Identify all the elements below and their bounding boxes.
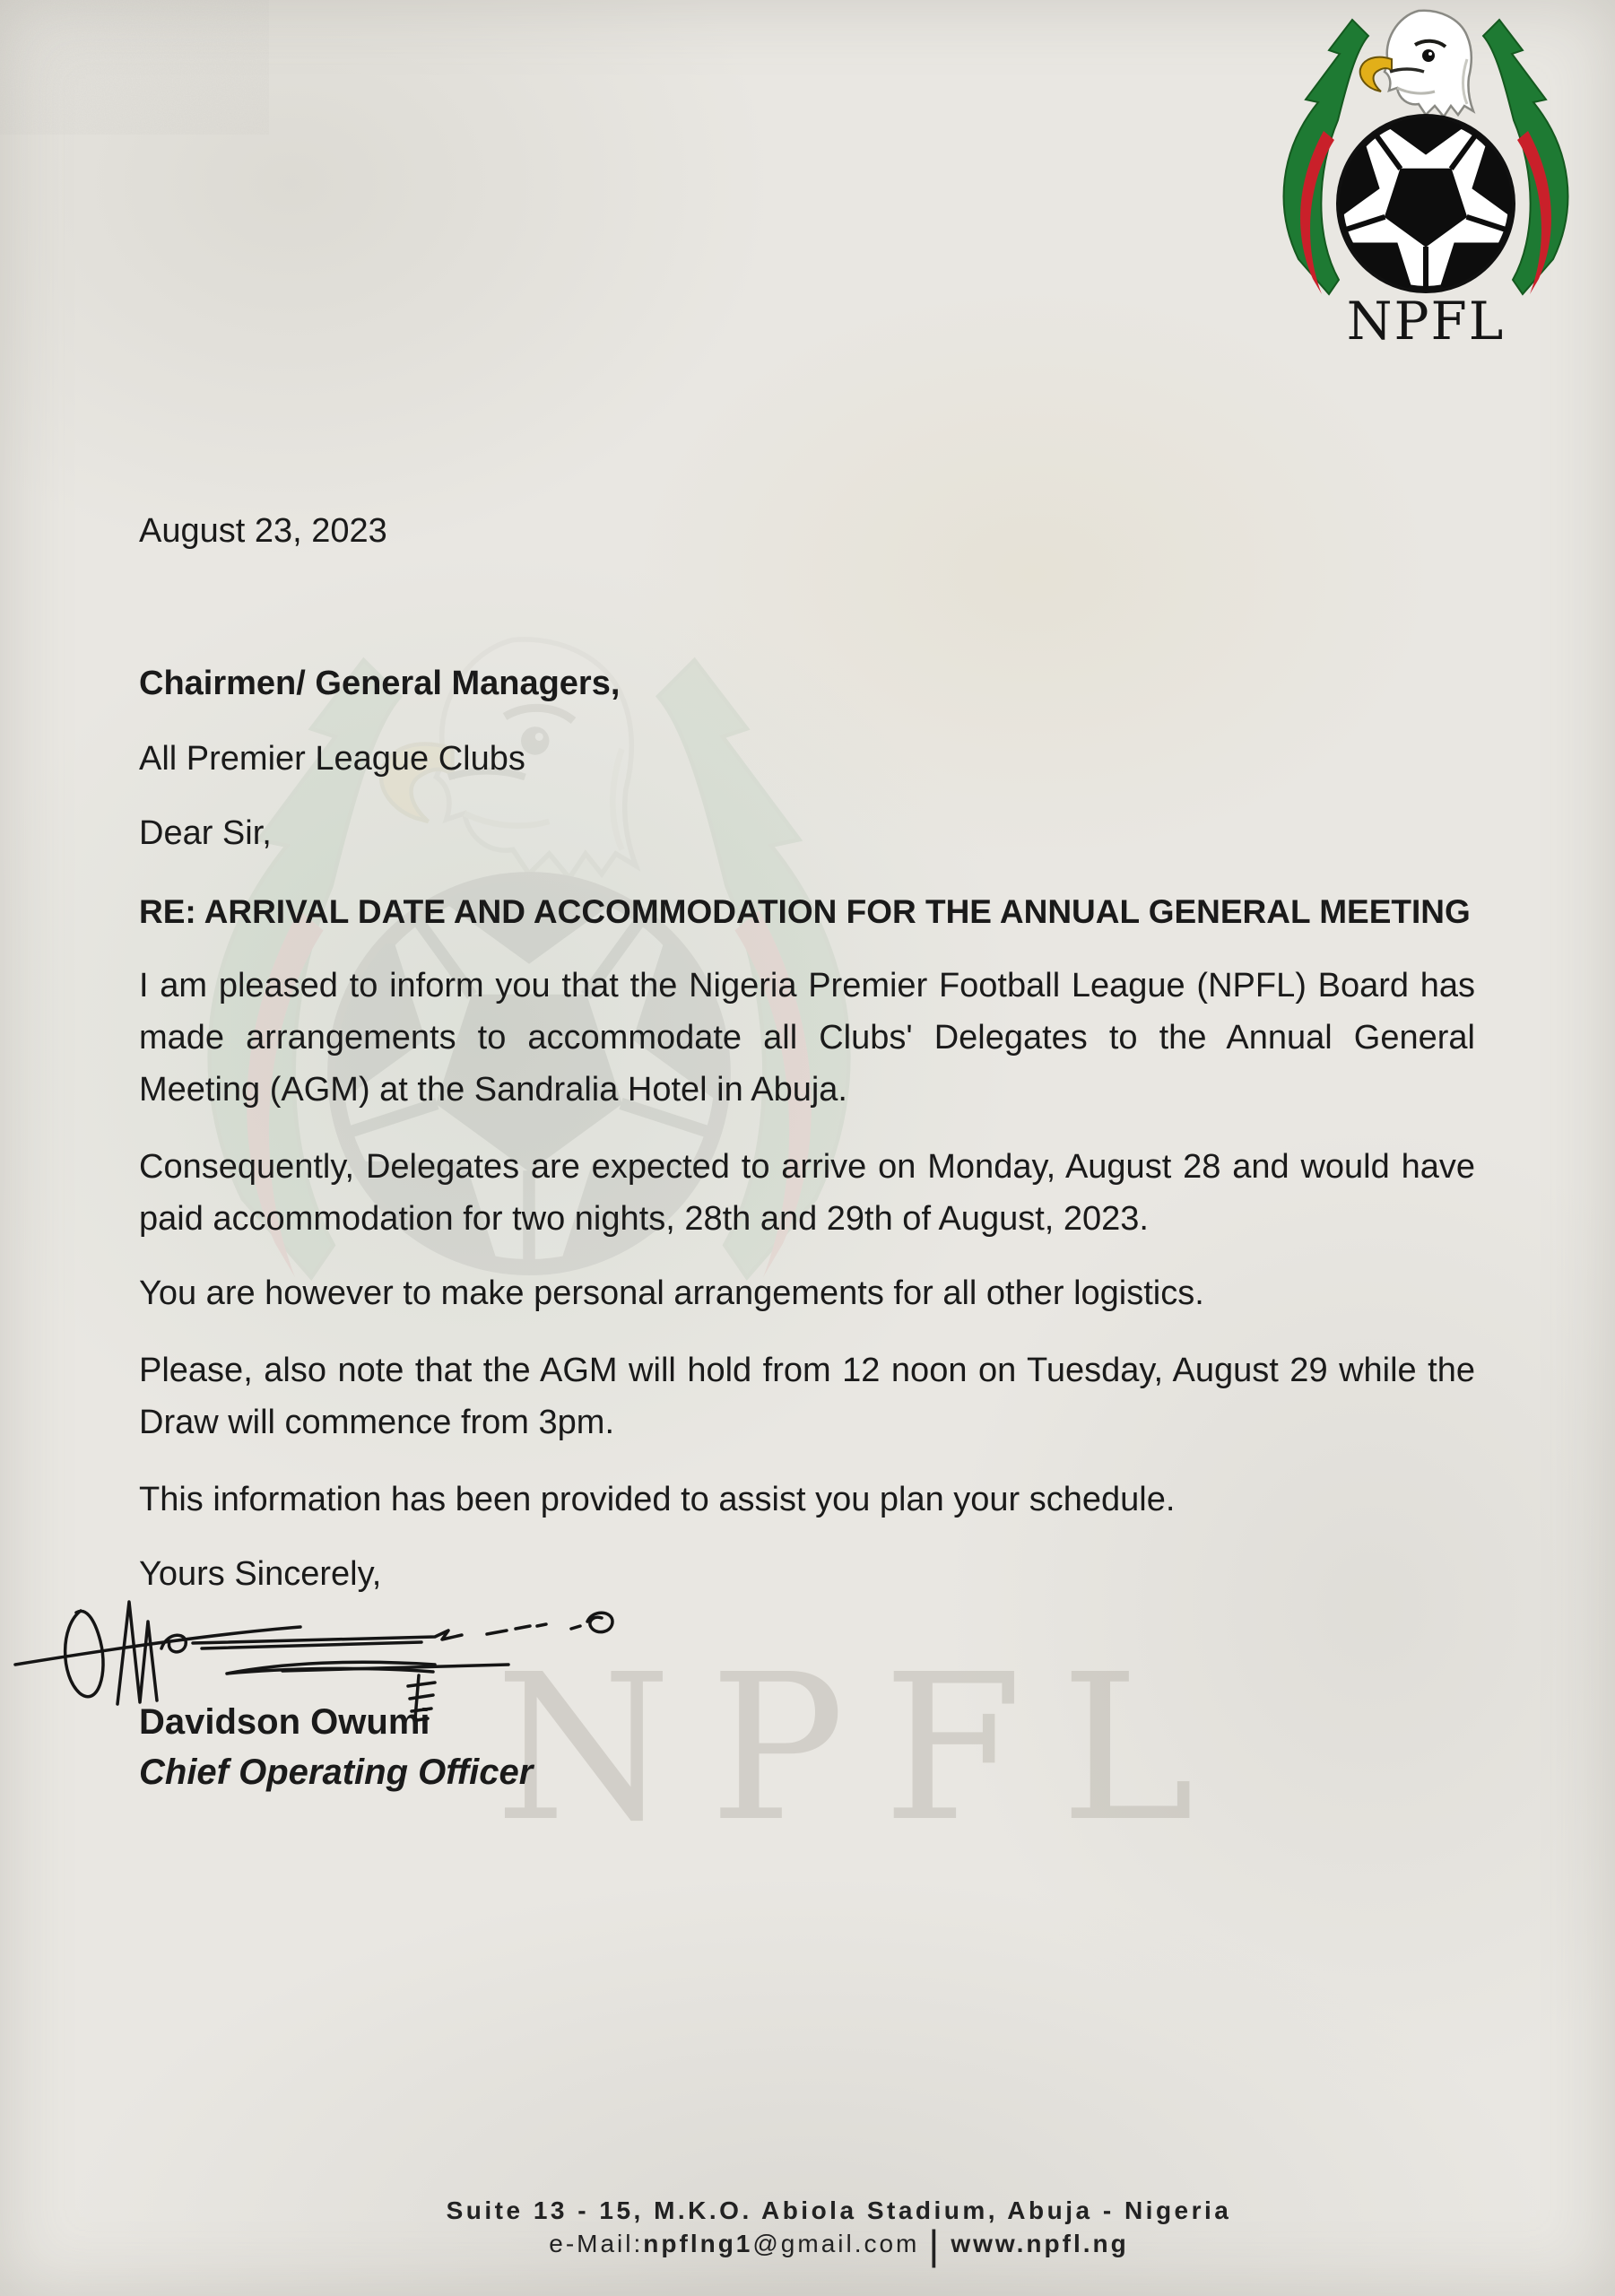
npfl-text-watermark: NPFL [495, 1631, 1232, 1866]
email-user: npflng1 [643, 2230, 753, 2257]
letterhead-footer [63, 2196, 1615, 2268]
signatory-block [139, 1697, 533, 1797]
footer-contacts [63, 2222, 1615, 2268]
letter-content [139, 505, 1475, 1600]
signatory-title: Chief Operating Officer [139, 1752, 534, 1792]
closing: Yours Sincerely, [139, 1555, 382, 1593]
letter-paragraph: Please, also note that the AGM will hold from 12 noon on Tuesday, August 29 while the Draw will commence from 3pm. [139, 1352, 1475, 1441]
footer-address: Suite 13 - 15, M.K.O. Abiola Stadium, Abuja - Nigeria [446, 2196, 1232, 2224]
npfl-logo [1246, 5, 1605, 351]
salutation: Dear Sir, [139, 814, 272, 852]
letter-paragraph: You are however to make personal arrangements for all other logistics. [139, 1274, 1204, 1312]
recipient-line1: Chairmen/ General Managers, [139, 665, 621, 702]
letter-paragraph: This information has been provided to assist you plan your schedule. [139, 1481, 1176, 1518]
letter-paragraph: Consequently, Delegates are expected to arrive on Monday, August 28 and would have paid accommodation for two nights, 28th and 29th of August, 2023. [139, 1148, 1475, 1238]
email-domain: @gmail.com [752, 2230, 920, 2257]
subject-line: RE: ARRIVAL DATE AND ACCOMMODATION FOR THE ANNUAL GENERAL MEETING [139, 893, 1471, 930]
letter-date: August 23, 2023 [139, 512, 387, 550]
email-label: e-Mail: [549, 2230, 644, 2257]
recipient-line2: All Premier League Clubs [139, 740, 525, 778]
footer-separator: | [928, 2222, 942, 2268]
letter-paragraph: I am pleased to inform you that the Nigeria Premier Football League (NPFL) Board has made arrangements to accommodate all Clubs' Delegates to the Annual General Meeting (AGM) at the Sandralia Hotel in Abuja. [139, 967, 1475, 1109]
paper-texture-overlay [0, 0, 269, 135]
signatory-name: Davidson Owumi [139, 1702, 430, 1742]
logo-acronym: NPFL [1346, 291, 1506, 351]
npfl-crest-icon [1246, 5, 1605, 351]
website: www.npfl.ng [951, 2230, 1129, 2257]
